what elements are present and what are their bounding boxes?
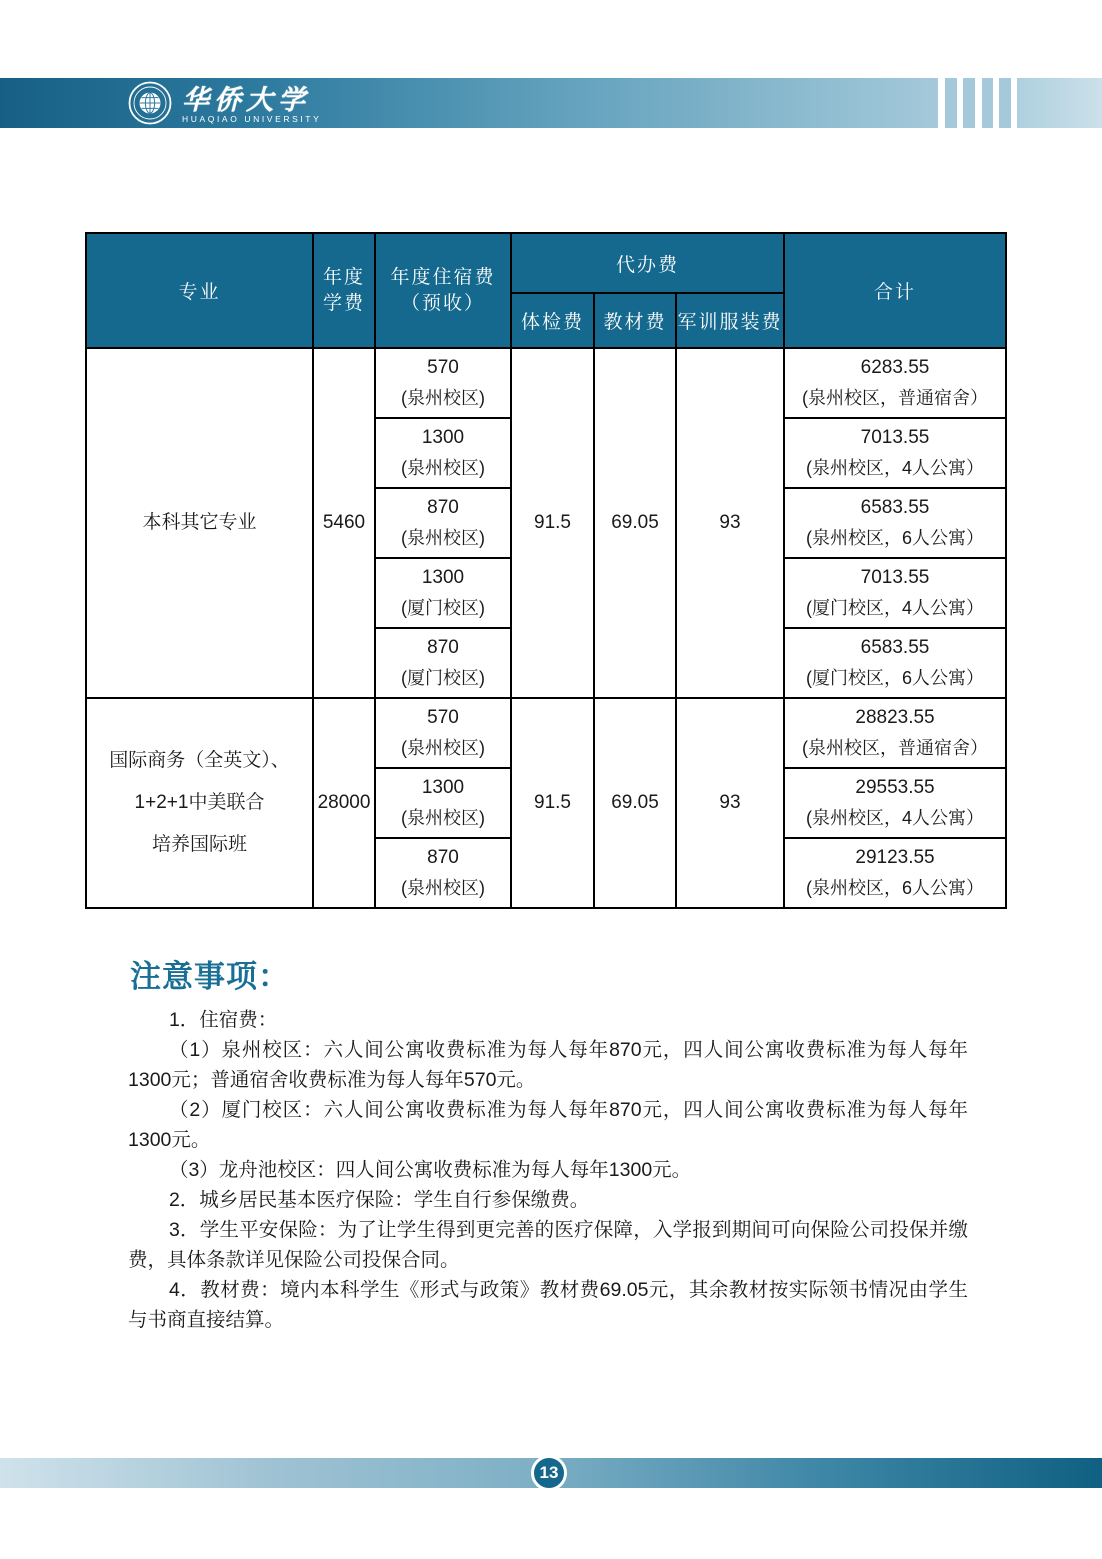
col-header-total: 合计: [784, 233, 1006, 348]
col-header-military-uniform: 军训服装费: [676, 293, 784, 348]
total-cell: 6583.55 (泉州校区，6人公寓）: [784, 488, 1006, 558]
major-cell: 本科其它专业: [86, 348, 313, 698]
notes-section: [128, 1005, 968, 1335]
major-cell: 国际商务（全英文）、 1+2+1中美联合 培养国际班: [86, 698, 313, 908]
col-header-major: 专业: [86, 233, 313, 348]
total-cell: 6283.55 (泉州校区，普通宿舍）: [784, 348, 1006, 418]
note-item: 3．学生平安保险：为了让学生得到更完善的医疗保障，入学报到期间可向保险公司投保并缴费，具体条款详见保险公司投保合同。: [128, 1219, 968, 1271]
accommodation-cell: 1300 (厦门校区): [375, 558, 511, 628]
col-header-agency-fees: 代办费: [511, 233, 784, 293]
accommodation-cell: 570 (泉州校区): [375, 698, 511, 768]
physical-exam-cell: 91.5: [511, 348, 594, 698]
fee-table: [85, 232, 1007, 909]
textbook-cell: 69.05: [594, 698, 676, 908]
col-header-textbook: 教材费: [594, 293, 676, 348]
total-cell: 28823.55 (泉州校区，普通宿舍）: [784, 698, 1006, 768]
notes-title: 注意事项：: [130, 959, 290, 994]
military-uniform-cell: 93: [676, 698, 784, 908]
university-name: [182, 86, 321, 125]
tuition-cell: 5460: [313, 348, 375, 698]
table-row: [86, 348, 1006, 418]
total-cell: 29553.55 (泉州校区，4人公寓）: [784, 768, 1006, 838]
col-header-physical-exam: 体检费: [511, 293, 594, 348]
note-item: 4．教材费：境内本科学生《形式与政策》教材费69.05元，其余教材按实际领书情况由学生与书商直接结算。: [128, 1279, 968, 1331]
accommodation-cell: 1300 (泉州校区): [375, 768, 511, 838]
banner-stripe: [963, 78, 975, 128]
table-row: [86, 698, 1006, 768]
banner-stripe: [945, 78, 957, 128]
banner-stripe-end: [1017, 78, 1102, 128]
accommodation-cell: 870 (厦门校区): [375, 628, 511, 698]
note-item: （3）龙舟池校区：四人间公寓收费标准为每人每年1300元。: [168, 1159, 692, 1181]
accommodation-cell: 570 (泉州校区): [375, 348, 511, 418]
note-item: 1．住宿费：: [168, 1009, 278, 1031]
university-name-cn: 华侨大学: [182, 85, 310, 115]
banner-stripe: [982, 78, 993, 128]
total-cell: 7013.55 (泉州校区，4人公寓）: [784, 418, 1006, 488]
total-cell: 29123.55 (泉州校区，6人公寓）: [784, 838, 1006, 908]
page-number-badge: 13: [531, 1455, 567, 1491]
accommodation-cell: 870 (泉州校区): [375, 488, 511, 558]
tuition-cell: 28000: [313, 698, 375, 908]
total-cell: 7013.55 (厦门校区，4人公寓）: [784, 558, 1006, 628]
note-item: 2．城乡居民基本医疗保险：学生自行参保缴费。: [168, 1189, 590, 1211]
banner-stripe: [999, 78, 1011, 128]
university-logo: [128, 81, 321, 130]
accommodation-cell: 1300 (泉州校区): [375, 418, 511, 488]
col-header-tuition: 年度 学费: [313, 233, 375, 348]
note-item: （2）厦门校区：六人间公寓收费标准为每人每年870元，四人间公寓收费标准为每人每年1300元。: [128, 1099, 968, 1151]
university-name-en: HUAQIAO UNIVERSITY: [182, 114, 322, 124]
textbook-cell: 69.05: [594, 348, 676, 698]
accommodation-cell: 870 (泉州校区): [375, 838, 511, 908]
physical-exam-cell: 91.5: [511, 698, 594, 908]
university-seal-icon: [128, 81, 172, 130]
header-banner: [0, 78, 938, 128]
note-item: （1）泉州校区：六人间公寓收费标准为每人每年870元，四人间公寓收费标准为每人每年1300元；普通宿舍收费标准为每人每年570元。: [128, 1039, 968, 1091]
total-cell: 6583.55 (厦门校区，6人公寓）: [784, 628, 1006, 698]
col-header-accommodation: 年度住宿费 （预收）: [375, 233, 511, 348]
military-uniform-cell: 93: [676, 348, 784, 698]
